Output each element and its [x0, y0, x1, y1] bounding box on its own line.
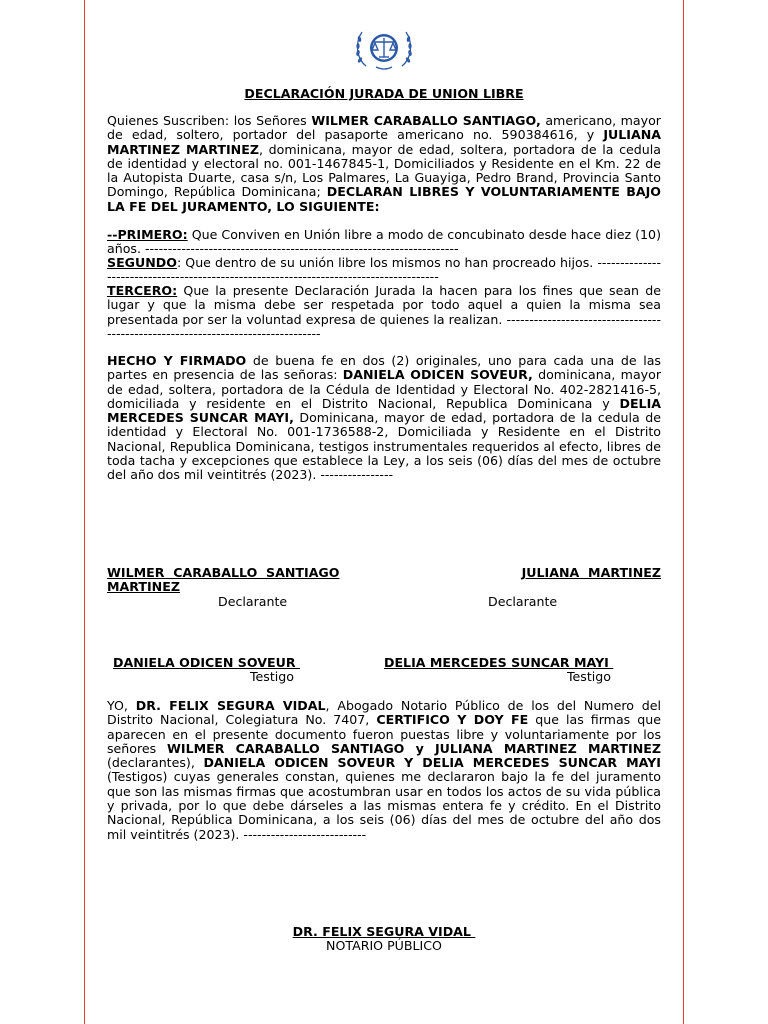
- witness1-role: Testigo: [250, 669, 294, 684]
- segundo-text: : Que dentro de su unión libre los mismos no han procreado hijos. ---------------------------------------------------------------------------------------: [107, 255, 661, 285]
- witness1-name: DANIELA ODICEN SOVEUR,: [342, 367, 533, 383]
- certification-statement: CERTIFICO Y DOY FE: [376, 712, 529, 728]
- notary-text: YO,: [107, 698, 136, 713]
- declarant2-role: Declarante: [488, 594, 558, 609]
- tercero-clause: [107, 284, 661, 341]
- hecho-lead: HECHO Y FIRMADO: [107, 353, 247, 368]
- declarants-names: WILMER CARABALLO SANTIAGO y JULIANA MARTINEZ MARTINEZ: [167, 740, 661, 756]
- declaration-statement: DECLARAN LIBRES Y VOLUNTARIAMENTE BAJO LA FE DEL JURAMENTO, LO SIGUIENTE:: [107, 184, 662, 214]
- tercero-label: TERCERO:: [107, 283, 178, 298]
- intro-text: americano, mayor de edad, soltero, portador del pasaporte americano no. 590384616, y: [107, 113, 661, 143]
- notary-title-row: [107, 939, 661, 953]
- notary-title: NOTARIO PÚBLICO: [326, 938, 442, 953]
- declarant2-continuation: [107, 580, 661, 594]
- notary-name: DR. FELIX SEGURA VIDAL: [135, 698, 326, 713]
- intro-text: , dominicana, mayor de edad, soltera, portadora de la cedula de identidad y electoral no. 001-1467845-1, Domiciliados y Residente en el Km. 22 de la Autopista Duarte, casa s/n, Los Palmares, La Guayiga, Pedro Brand, Provincia Santo Domingo, República Dominicana;: [107, 141, 661, 200]
- left-margin-line: [84, 0, 85, 1024]
- notary-signature-name: DR. FELIX SEGURA VIDAL: [292, 924, 476, 939]
- primero-text: Que Conviven en Unión libre a modo de concubinato desde hace diez (10) años. ---------------------------------------------------------------------: [107, 227, 661, 257]
- intro-text: Quienes Suscriben: los Señores: [107, 113, 312, 128]
- document-title: DECLARACIÓN JURADA DE UNION LIBRE: [244, 86, 524, 101]
- declarant2-signature-name: JULIANA MARTINEZ: [521, 565, 661, 580]
- intro-paragraph: [107, 114, 661, 214]
- right-margin-line: [683, 0, 684, 1024]
- declarant-roles: [107, 595, 661, 611]
- witness1-signature-name: DANIELA ODICEN SOVEUR: [113, 655, 300, 670]
- notary-text: que las firmas que aparecen en el presente documento fueron puestas libre y voluntariamente por los señores: [107, 712, 661, 756]
- tercero-text: Que la presente Declaración Jurada la hacen para los fines que sean de lugar y que la misma debe ser respetada por todo aquel a quien la misma sea presentada por ser la voluntad expresa de quienes la realizan. ---------------------------------------------------------------------------------: [107, 283, 661, 341]
- notary-text: (Testigos) cuyas generales constan, quienes me declararon bajo la fe del juramento que son las mismas firmas que acostumbran usar en todos los actos de su vida pública y privada, por lo que debe dárseles a las mismas entera fe y crédito. En el Distrito Nacional, República Dominicana, a los seis (06) días del mes de octubre del año dos mil veintitrés (2023). ---------------------------: [107, 769, 661, 842]
- hecho-paragraph: [107, 354, 661, 483]
- witness-roles: [107, 670, 661, 686]
- scales-of-justice-icon: [352, 26, 416, 74]
- witness2-signature-name: DELIA MERCEDES SUNCAR MAYI: [384, 655, 614, 670]
- notary-text: , Abogado Notario Público de los del Numero del Distrito Nacional, Colegiatura No. 7407,: [107, 698, 661, 728]
- witnesses-names: DANIELA ODICEN SOVEUR Y DELIA MERCEDES SUNCAR MAYI: [203, 755, 661, 771]
- declarant1-name: WILMER CARABALLO SANTIAGO,: [311, 113, 541, 128]
- notary-certification: [107, 699, 661, 842]
- declarant2-name: JULIANA MARTINEZ MARTINEZ: [107, 127, 661, 157]
- primero-clause: [107, 228, 661, 257]
- segundo-label: SEGUNDO: [107, 255, 177, 270]
- declarant1-role: Declarante: [218, 594, 288, 609]
- declarant2-signature-name-cont: MARTINEZ: [107, 579, 180, 594]
- witness2-name: DELIA MERCEDES SUNCAR MAYI,: [107, 395, 661, 426]
- primero-label: --PRIMERO:: [107, 227, 188, 242]
- witness2-role: Testigo: [567, 669, 611, 684]
- notary-text: (declarantes),: [107, 755, 204, 771]
- hecho-text: Dominicana, mayor de edad, portadora de la cedula de identidad y Electoral No. 001-1736588-2, Domiciliada y Residente en el Distrito Nacional, Republica Dominicana, testigos instrumentales requeridos al efecto, libres de toda tacha y excepciones que establece la Ley, a los seis (06) días del mes de octubre del año dos mil veintitrés (2023). ----------------: [107, 410, 662, 483]
- hecho-text: dominicana, mayor de edad, soltera, portadora de la Cédula de Identidad y Electoral No. 402-2821416-5, domiciliada y residente en el Distrito Nacional, Republica Dominicana y: [107, 367, 661, 411]
- segundo-clause: [107, 256, 661, 285]
- hecho-text: de buena fe en dos (2) originales, uno para cada una de las partes en presencia de las señoras:: [107, 353, 661, 383]
- declarant1-signature-name: WILMER CARABALLO SANTIAGO: [107, 565, 340, 580]
